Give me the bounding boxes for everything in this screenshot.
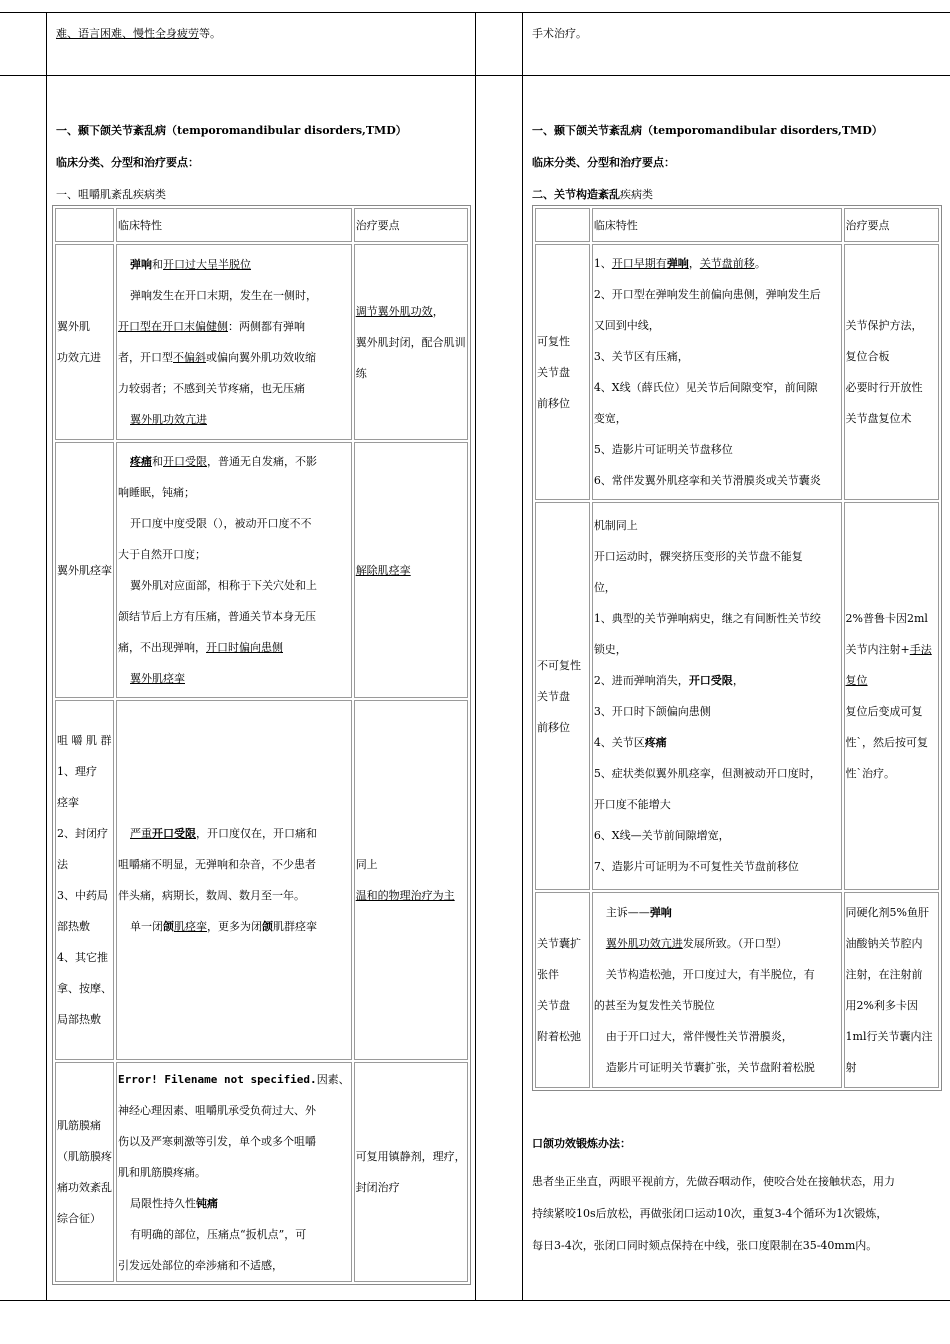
feature-line xyxy=(594,572,840,603)
feature-line xyxy=(594,248,840,279)
header-cell-features: 临床特性 xyxy=(592,208,842,242)
right-classification-table xyxy=(532,205,942,1091)
text-segment: 关节内注射+ xyxy=(845,643,910,656)
table-row xyxy=(55,442,468,698)
table-row xyxy=(535,892,939,1088)
treatment-line xyxy=(846,758,937,789)
exercise-title: 口颌功效锻炼办法： xyxy=(532,1137,631,1150)
clinical-features-cell xyxy=(592,892,842,1088)
top-left-text xyxy=(56,26,221,42)
text-segment: 主诉—— xyxy=(605,906,650,919)
text-segment: 6、X线—关节前间隙增宽， xyxy=(593,829,730,842)
treatment-line xyxy=(846,403,937,434)
text-segment: 严重 xyxy=(130,827,152,840)
treatment-line xyxy=(356,880,466,911)
treatment-line xyxy=(846,603,937,634)
text-segment: 性`，然后按可复 xyxy=(845,736,929,749)
clinical-features-cell xyxy=(116,442,352,698)
text-segment: 开口过大呈半脱位 xyxy=(163,258,251,271)
frame-bottom-line xyxy=(0,1300,950,1301)
feature-line xyxy=(118,1219,350,1250)
condition-name-line: 不可复性 xyxy=(537,658,581,672)
text-segment: Error! Filename not specified. xyxy=(118,1072,317,1086)
feature-line xyxy=(118,1157,350,1188)
left-classification-table xyxy=(52,205,471,1285)
text-segment: 1、典型的关节弹响病史，继之有间断性关节绞 xyxy=(593,612,821,625)
left-subheading: 临床分类、分型和治疗要点： xyxy=(56,156,199,169)
exercise-line: 每日3-4次，张闭口同时颏点保持在中线，张口度限制在35-40mm内。 xyxy=(532,1239,878,1252)
condition-name-line: 功效亢进 xyxy=(57,351,101,364)
text-segment: 翼外肌对应面部，相称于下关穴处和上 xyxy=(130,579,317,592)
text-segment: 大于自然开口度； xyxy=(118,548,206,561)
text-segment: 弹响发生在开口末期，发生在一侧时， xyxy=(130,289,317,302)
feature-line xyxy=(594,434,840,465)
table-row xyxy=(535,502,939,890)
condition-name-line: 关节盘 xyxy=(537,365,570,379)
treatment-line xyxy=(846,372,937,403)
text-segment: 发展所致。（开口型） xyxy=(682,937,788,950)
feature-line xyxy=(594,851,840,882)
feature-line xyxy=(594,665,840,696)
text-segment: 复位 xyxy=(845,674,868,687)
text-segment: 由于开口过大，常伴慢性关节滑膜炎， xyxy=(605,1030,793,1043)
clinical-features-cell xyxy=(116,1062,352,1282)
text-segment: 因素、 xyxy=(316,1072,350,1086)
text-segment: 局限性持久性 xyxy=(130,1196,196,1210)
text-segment: 可复用镇静剂，理疗， xyxy=(355,1150,466,1163)
text-segment: 弹响 xyxy=(649,906,672,919)
text-segment: 肌群痉挛 xyxy=(273,920,317,933)
condition-name-line: 关节囊扩 xyxy=(537,937,581,950)
text-segment: 复位合板 xyxy=(845,350,890,363)
text-segment: 单一闭 xyxy=(130,920,163,933)
feature-line xyxy=(594,1052,840,1083)
text-segment: ：两侧都有弹响 xyxy=(228,320,305,333)
clinical-features-cell xyxy=(592,244,842,500)
text-segment: 和 xyxy=(152,455,163,468)
feature-line xyxy=(594,310,840,341)
text-segment: 伤以及严寒刺激等引发，单个或多个咀嚼 xyxy=(118,1134,316,1148)
text-segment: 。 xyxy=(754,257,766,270)
treatment-line xyxy=(356,849,466,880)
treatment-cell xyxy=(844,892,939,1088)
text-segment: 开口受限 xyxy=(152,827,196,840)
table-header-row xyxy=(55,208,468,242)
treatment-line xyxy=(846,897,937,928)
feature-line xyxy=(594,603,840,634)
right-category-tail: 疾病类 xyxy=(620,188,653,201)
treatment-cell xyxy=(354,244,468,440)
text-segment: 开口受限 xyxy=(688,674,733,687)
condition-name-line: 关节盘 xyxy=(537,689,570,703)
feature-line xyxy=(118,601,350,632)
text-segment: 有明确的部位，压痛点“扳机点”，可 xyxy=(130,1227,307,1241)
text-segment: 射 xyxy=(845,1061,857,1074)
text-segment: 1ml行关节囊内注 xyxy=(845,1030,933,1043)
text-segment: 造影片可证明关节囊扩张，关节盘附着松脱 xyxy=(605,1061,815,1074)
treatment-line xyxy=(846,1052,937,1083)
feature-line xyxy=(594,897,840,928)
feature-line xyxy=(118,404,350,435)
right-subheading: 临床分类、分型和治疗要点： xyxy=(532,156,675,169)
condition-name-cell xyxy=(55,700,114,1060)
feature-line xyxy=(118,311,350,342)
condition-name-line: 咀 嚼 肌 群 xyxy=(57,734,112,747)
header-cell-empty xyxy=(535,208,590,242)
feature-line xyxy=(118,570,350,601)
feature-line xyxy=(594,1021,840,1052)
condition-name-line: 2、封闭疗 xyxy=(57,827,108,840)
treatment-line xyxy=(846,959,937,990)
condition-name-line: 4、其它推 xyxy=(57,951,108,964)
right-heading: 一、颞下颌关节紊乱病（temporomandibular disorders,TMD） xyxy=(532,124,883,137)
treatment-line xyxy=(846,634,937,665)
text-segment: 翼外肌痉挛 xyxy=(130,672,185,685)
condition-name-line: 可复性 xyxy=(537,334,570,348)
condition-name-line: 1、理疗 xyxy=(57,765,97,778)
feature-line xyxy=(118,342,350,373)
top-right-text: 手术治疗。 xyxy=(532,27,587,40)
text-segment: 油酸钠关节腔内 xyxy=(845,937,923,950)
clinical-features-cell xyxy=(592,502,842,890)
text-segment: 变宽， xyxy=(593,412,627,425)
feature-line xyxy=(594,789,840,820)
text-segment: 必要时行开放性 xyxy=(845,381,923,394)
feature-line xyxy=(594,403,840,434)
feature-line xyxy=(118,477,350,508)
feature-line xyxy=(118,880,350,911)
text-segment: 关节盘前移 xyxy=(699,257,755,270)
exercise-paragraph xyxy=(532,1166,895,1262)
feature-line xyxy=(118,663,350,694)
condition-name-line: 关节盘 xyxy=(537,999,570,1012)
treatment-cell xyxy=(844,502,939,890)
text-segment: 3、开口时下颌偏向患侧 xyxy=(593,705,711,718)
text-segment: 响睡眠，钝痛； xyxy=(118,486,195,499)
text-segment: 封闭治疗 xyxy=(355,1181,400,1194)
text-segment: ，普通无自发痛，不影 xyxy=(207,455,317,468)
text-segment: 开口运动时，髁突挤压变形的关节盘不能复 xyxy=(593,550,803,563)
feature-line xyxy=(594,696,840,727)
text-segment: 弹响 xyxy=(130,258,152,271)
header-cell-features: 临床特性 xyxy=(116,208,352,242)
condition-name-line: （肌筋膜疼 xyxy=(57,1150,112,1163)
condition-name-line: 前移位 xyxy=(537,396,570,410)
text-segment: 者，开口型 xyxy=(118,351,173,364)
top-left-underlined: 难、语言困难、慢性全身疲劳 xyxy=(56,27,199,40)
text-segment: 开口度中度受限（），被动开口度不不 xyxy=(130,517,312,530)
condition-name-cell xyxy=(55,244,114,440)
table-row xyxy=(55,1062,468,1282)
text-segment: 翼外肌功效亢进 xyxy=(130,413,207,426)
text-segment: 1、 xyxy=(593,257,612,270)
text-segment: ，开口度仅在，开口痛和 xyxy=(196,827,317,840)
text-segment: 开口早期有 xyxy=(611,257,667,270)
treatment-line xyxy=(846,341,937,372)
text-segment: 2%普鲁卡因2ml xyxy=(845,612,928,625)
text-segment: 同硬化剂5%鱼肝 xyxy=(845,906,929,919)
text-segment: 2、进而弹响消失， xyxy=(593,674,689,687)
text-segment: 翼外肌封闭，配合肌训 xyxy=(355,335,466,349)
treatment-line xyxy=(356,358,466,389)
feature-line xyxy=(594,928,840,959)
treatment-line xyxy=(356,1141,466,1172)
feature-line xyxy=(118,911,350,942)
text-segment: 3、关节区有压痛， xyxy=(593,350,689,363)
condition-name-line: 3、中药局 xyxy=(57,889,108,902)
table-row xyxy=(55,700,468,1060)
header-cell-treatment: 治疗要点 xyxy=(354,208,468,242)
treatment-line xyxy=(356,296,466,327)
feature-line xyxy=(594,634,840,665)
text-segment: 关节盘复位术 xyxy=(845,412,912,425)
frame-col-divider-3 xyxy=(522,12,523,1300)
feature-line xyxy=(594,758,840,789)
condition-name-line: 痉挛 xyxy=(57,796,79,809)
text-segment: 痛，不出现弹响， xyxy=(118,641,206,654)
treatment-cell xyxy=(354,1062,468,1282)
text-segment: 7、造影片可证明为不可复性关节盘前移位 xyxy=(593,860,799,873)
clinical-features-cell xyxy=(116,244,352,440)
feature-line xyxy=(594,510,840,541)
condition-name-line: 肌筋膜痛 xyxy=(57,1119,101,1132)
frame-col-divider-2 xyxy=(475,12,476,1300)
feature-line xyxy=(118,508,350,539)
text-segment: 又回到中线， xyxy=(593,319,660,332)
text-segment: 钝痛 xyxy=(196,1196,218,1210)
condition-name-line: 前移位 xyxy=(537,720,570,734)
feature-line xyxy=(118,1064,350,1095)
feature-line xyxy=(118,249,350,280)
text-segment: 颌 xyxy=(262,920,273,933)
text-segment: 6、常伴发翼外肌痉挛和关节滑膜炎或关节囊炎 xyxy=(593,474,821,487)
text-segment: 温和的物理治疗为主 xyxy=(355,889,455,902)
feature-line xyxy=(118,632,350,663)
text-segment: ， xyxy=(732,674,744,687)
text-segment: 位， xyxy=(593,581,616,594)
feature-line xyxy=(118,539,350,570)
treatment-cell xyxy=(354,442,468,698)
text-segment: 调节翼外肌功效 xyxy=(355,304,433,318)
text-segment: 神经心理因素、咀嚼肌承受负荷过大、外 xyxy=(118,1103,316,1117)
condition-name-cell xyxy=(55,1062,114,1282)
condition-name-cell xyxy=(55,442,114,698)
text-segment: 4、X线（薛氏位）见关节后间隙变窄，前间隙 xyxy=(593,381,818,394)
text-segment: 注射，在注射前 xyxy=(845,968,923,981)
text-segment: 手法 xyxy=(909,643,932,656)
text-segment: 2、开口型在弹响发生前偏向患侧，弹响发生后 xyxy=(593,288,821,301)
feature-line xyxy=(594,279,840,310)
treatment-line xyxy=(846,310,937,341)
feature-line xyxy=(118,1126,350,1157)
text-segment: 开口度不能增大 xyxy=(593,798,671,811)
condition-name-line: 张伴 xyxy=(537,968,559,981)
text-segment: 或偏向翼外肌功效收缩 xyxy=(206,351,316,364)
header-cell-treatment: 治疗要点 xyxy=(844,208,939,242)
text-segment: 开口型在开口末偏健侧 xyxy=(118,320,228,333)
text-segment: 机制同上 xyxy=(593,519,638,532)
text-segment: 5、症状类似翼外肌痉挛，但测被动开口度时， xyxy=(593,767,821,780)
text-segment: 锁史， xyxy=(593,643,627,656)
text-segment: 开口受限 xyxy=(163,455,207,468)
treatment-line xyxy=(846,665,937,696)
condition-name-line: 附着松弛 xyxy=(537,1030,581,1043)
feature-line xyxy=(118,849,350,880)
text-segment: 疼痛 xyxy=(644,736,667,749)
treatment-line xyxy=(356,555,466,586)
text-segment: 肌痉挛 xyxy=(174,920,207,933)
feature-line xyxy=(594,341,840,372)
text-segment: 疼痛 xyxy=(130,455,152,468)
text-segment: 肌和肌筋膜疼痛。 xyxy=(118,1165,206,1179)
text-segment: 咀嚼痛不明显，无弹响和杂音，不少患者 xyxy=(118,858,316,871)
exercise-line: 患者坐正坐直，两眼平视前方，先做吞咽动作，使咬合处在接触状态，用力 xyxy=(532,1175,895,1188)
treatment-cell xyxy=(354,700,468,1060)
text-segment: 练 xyxy=(355,366,367,380)
feature-line xyxy=(594,820,840,851)
text-segment: 翼外肌功效亢进 xyxy=(605,937,683,950)
table-row xyxy=(535,244,939,500)
table-header-row xyxy=(535,208,939,242)
text-segment: ， xyxy=(688,257,700,270)
text-segment: 5、造影片可证明关节盘移位 xyxy=(593,443,733,456)
treatment-line xyxy=(356,327,466,358)
left-heading: 一、颞下颌关节紊乱病（temporomandibular disorders,TMD） xyxy=(56,124,407,137)
header-cell-empty xyxy=(55,208,114,242)
treatment-line xyxy=(846,990,937,1021)
treatment-line xyxy=(846,928,937,959)
feature-line xyxy=(118,1250,350,1281)
right-category-bold: 二、关节构造紊乱 xyxy=(532,188,620,201)
condition-name-line: 法 xyxy=(57,858,68,871)
condition-name-line: 综合征） xyxy=(57,1212,101,1225)
feature-line xyxy=(594,727,840,758)
text-segment: 颌结节后上方有压痛，普通关节本身无压 xyxy=(118,610,316,623)
condition-name-cell xyxy=(535,502,590,890)
treatment-line xyxy=(846,727,937,758)
text-segment: 和 xyxy=(152,258,163,271)
text-segment: 伴头痛，病期长，数周、数月至一年。 xyxy=(118,889,305,902)
feature-line xyxy=(118,1188,350,1219)
feature-line xyxy=(594,541,840,572)
text-segment: ， xyxy=(432,304,444,318)
text-segment: 同上 xyxy=(355,858,378,871)
feature-line xyxy=(118,1095,350,1126)
text-segment: 的甚至为复发性关节脱位 xyxy=(593,999,715,1012)
condition-name-line: 翼外肌痉挛 xyxy=(57,563,112,577)
text-segment: 4、关节区 xyxy=(593,736,645,749)
text-segment: 不偏斜 xyxy=(173,351,206,364)
text-segment: 解除肌痉挛 xyxy=(355,563,411,577)
condition-name-line: 部热敷 xyxy=(57,920,90,933)
feature-line xyxy=(594,372,840,403)
condition-name-line: 翼外肌 xyxy=(57,320,90,333)
text-segment: 力较弱者；不感到关节疼痛，也无压痛 xyxy=(118,382,305,395)
text-segment: 性`治疗。 xyxy=(845,767,896,780)
treatment-line xyxy=(356,1172,466,1203)
feature-line xyxy=(118,446,350,477)
feature-line xyxy=(118,818,350,849)
text-segment: 关节保护方法， xyxy=(845,319,923,332)
feature-line xyxy=(594,959,840,990)
text-segment: 用2%利多卡因 xyxy=(845,999,918,1012)
table-row xyxy=(55,244,468,440)
text-segment: 复位后变成可复 xyxy=(845,705,923,718)
text-segment: 引发远处部位的牵涉痛和不适感， xyxy=(118,1258,283,1272)
treatment-line xyxy=(846,696,937,727)
condition-name-line: 局部热敷 xyxy=(57,1013,101,1026)
frame-col-divider-1 xyxy=(46,12,47,1300)
treatment-line xyxy=(846,1021,937,1052)
text-segment: 关节构造松弛，开口度过大，有半脱位，有 xyxy=(605,968,815,981)
clinical-features-cell xyxy=(116,700,352,1060)
text-segment: 颌 xyxy=(163,920,174,933)
condition-name-cell xyxy=(535,244,590,500)
top-left-tail: 等。 xyxy=(199,27,221,40)
feature-line xyxy=(118,280,350,311)
treatment-cell xyxy=(844,244,939,500)
text-segment: 弹响 xyxy=(666,257,689,270)
condition-name-line: 痛功效紊乱 xyxy=(57,1181,112,1194)
feature-line xyxy=(594,465,840,496)
condition-name-line: 拿、按摩、 xyxy=(57,982,112,995)
feature-line xyxy=(594,990,840,1021)
text-segment: 开口时偏向患侧 xyxy=(206,641,283,654)
feature-line xyxy=(118,373,350,404)
right-category xyxy=(532,187,653,203)
left-category: 一、咀嚼肌紊乱疾病类 xyxy=(56,188,166,201)
condition-name-cell xyxy=(535,892,590,1088)
text-segment: ，更多为闭 xyxy=(207,920,262,933)
exercise-line: 持续紧咬10s后放松，再做张闭口运动10次，重复3-4个循环为1次锻炼， xyxy=(532,1207,888,1220)
